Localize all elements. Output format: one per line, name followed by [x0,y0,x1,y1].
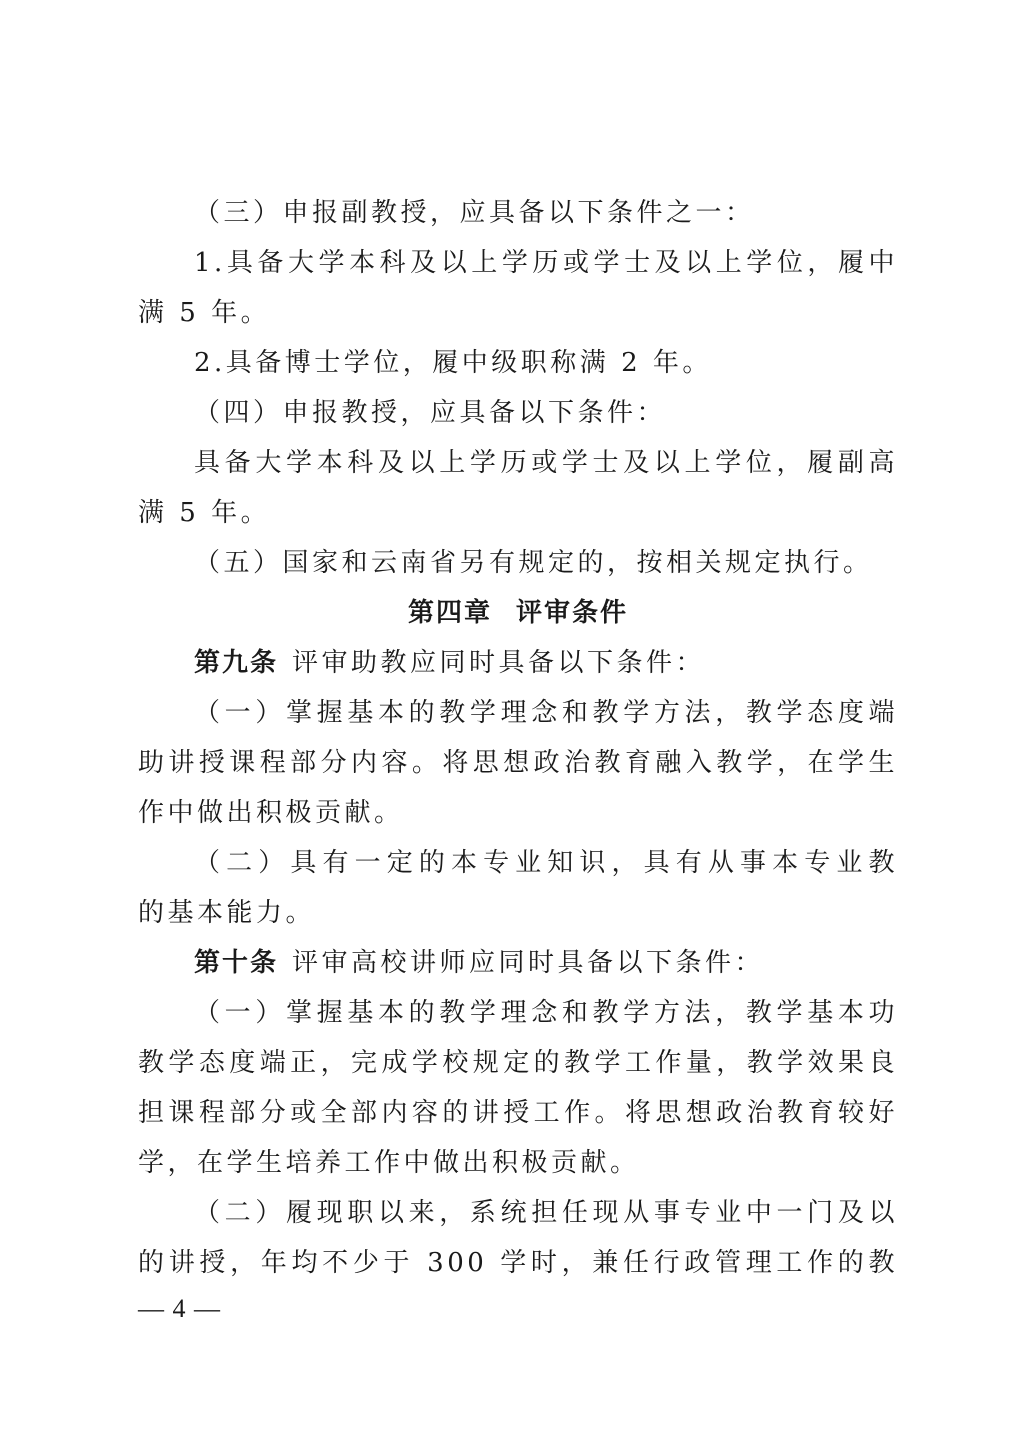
paragraph-line: 满 5 年。 [138,498,271,528]
article-9-line [138,638,898,688]
paragraph-line: （一）掌握基本的教学理念和教学方法，教学基本功 [194,998,898,1028]
paragraph-line: 1.具备大学本科及以上学历或学士及以上学位，履中 [194,248,898,278]
paragraph-line: （二）具有一定的本专业知识，具有从事本专业教 [194,848,898,878]
chapter-number: 第四章 [407,598,492,628]
paragraph-line: 教学态度端正，完成学校规定的教学工作量，教学效果良 [138,1048,898,1078]
article-label: 第九条 [194,648,279,678]
document-body [138,188,898,1288]
article-text: 评审助教应同时具备以下条件： [292,648,706,678]
paragraph-line: 满 5 年。 [138,298,271,328]
paragraph-line: 担课程部分或全部内容的讲授工作。将思想政治教育较好 [138,1098,898,1128]
paragraph-line: （二）履现职以来，系统担任现从事专业中一门及以 [194,1198,898,1228]
paragraph-line: 的讲授，年均不少于 300 学时，兼任行政管理工作的教 [138,1248,898,1278]
paragraph-line: （三）申报副教授，应具备以下条件之一： [194,198,755,228]
article-text: 评审高校讲师应同时具备以下条件： [292,948,765,978]
article-label: 第十条 [194,948,279,978]
chapter-heading [138,588,898,638]
paragraph-line: （五）国家和云南省另有规定的，按相关规定执行。 [194,548,873,578]
article-10-line [138,938,898,988]
chapter-title: 评审条件 [516,598,629,628]
paragraph-line: 具备大学本科及以上学历或学士及以上学位，履副高 [194,448,898,478]
paragraph-line: （一）掌握基本的教学理念和教学方法，教学态度端 [194,698,898,728]
paragraph-line: 学，在学生培养工作中做出积极贡献。 [138,1148,640,1178]
paragraph-line: 的基本能力。 [138,898,316,928]
paragraph-line: 2.具备博士学位，履中级职称满 2 年。 [194,348,712,378]
paragraph-line: 作中做出积极贡献。 [138,798,404,828]
paragraph-line: （四）申报教授，应具备以下条件： [194,398,667,428]
paragraph-line: 助讲授课程部分内容。将思想政治教育融入教学，在学生 [138,748,898,778]
page-number: — 4 — [138,1294,221,1323]
